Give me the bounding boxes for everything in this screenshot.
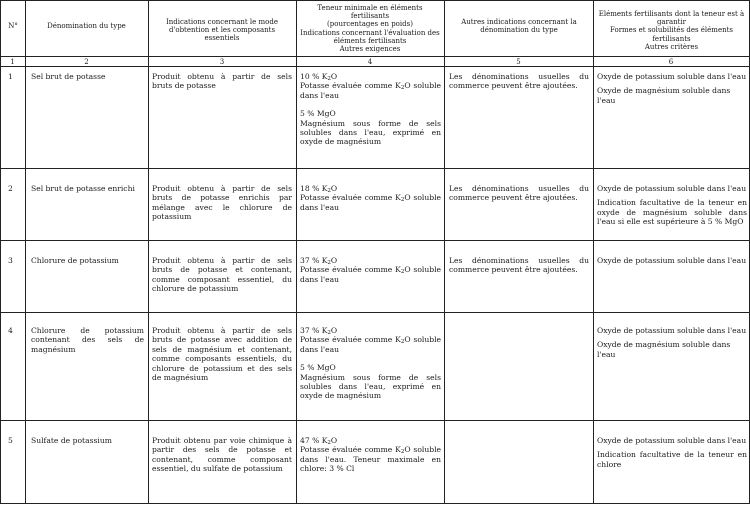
header-elements xyxy=(596,10,747,51)
header-elements-line: Formes et solubilités des éléments fertilisants xyxy=(610,26,733,43)
column-divider xyxy=(444,0,445,504)
row-divider xyxy=(0,503,750,504)
obtention-text: Produit obtenu par voie chimique à partir des sels de potasse et contenant, comme composant essentiel, du sulfate de potassium xyxy=(152,436,292,474)
type-name: Sulfate de potassium xyxy=(31,436,112,445)
type-name: Chlorure de potassium xyxy=(31,256,119,265)
teneur-value: 10 % $K_2O$ xyxy=(300,72,338,82)
table-border xyxy=(0,0,1,504)
teneur-note: Potasse évaluée comme $K_2O$ soluble dans l'eau xyxy=(300,265,441,284)
row-divider xyxy=(0,0,750,1)
column-number: 4 xyxy=(367,58,373,66)
teneur-cell xyxy=(300,326,441,401)
teneur-note: Potasse évaluée comme $K_2O$ soluble dans l'eau. Teneur maximale en chlore: 3 % Cl xyxy=(300,445,441,474)
teneur-value: 37 % $K_2O$ xyxy=(300,326,338,336)
elements-cell xyxy=(597,72,747,105)
header-teneur-line: Indications concernant l'évaluation des xyxy=(300,28,440,37)
teneur-cell xyxy=(300,72,441,147)
teneur-note: Magnésium sous forme de sels solubles dans l'eau, exprimé en oxyde de magnésium xyxy=(300,372,441,401)
autres-text: Les dénominations usuelles du commerce peuvent être ajoutées. xyxy=(449,256,589,275)
element-item: Oxyde de potassium soluble dans l'eau xyxy=(597,436,747,445)
element-item: Indication facultative de la teneur en oxyde de magnésium soluble dans l'eau si elle est supérieure à 5 % MgO xyxy=(597,198,747,227)
header-teneur-line: Autres exigences xyxy=(339,45,401,54)
header-elements-line: Autres critères xyxy=(644,42,699,51)
teneur-note: Potasse évaluée comme $K_2O$ soluble dans l'eau xyxy=(300,335,441,354)
element-item: Oxyde de potassium soluble dans l'eau xyxy=(597,72,747,81)
obtention-text: Produit obtenu à partir de sels bruts de potasse avec addition de sels de magnésium et contenant, comme composants essentiels, du chlorure de potassium et des sels de magnésium xyxy=(152,326,292,383)
header-teneur-line: éléments fertilisants xyxy=(333,36,407,45)
element-item: Oxyde de potassium soluble dans l'eau xyxy=(597,184,747,193)
column-divider xyxy=(296,0,297,504)
column-divider xyxy=(25,0,26,504)
element-item: Indication facultative de la teneur en chlore xyxy=(597,450,747,469)
row-number: 5 xyxy=(8,436,13,445)
row-divider xyxy=(0,168,750,169)
elements-cell xyxy=(597,326,747,359)
obtention-text: Produit obtenu à partir de sels bruts de potasse enrichis par mélange avec le chlorure de potassium xyxy=(152,184,292,222)
teneur-note: Magnésium sous forme de sels solubles dans l'eau, exprimé en oxyde de magnésium xyxy=(300,118,441,147)
teneur-note: Potasse évaluée comme $K_2O$ soluble dans l'eau xyxy=(300,81,441,100)
obtention-text: Produit obtenu à partir de sels bruts de potasse et contenant, comme composant essentiel, du chlorure de potassium xyxy=(152,256,292,294)
header-elements-line: Éléments fertilisants dont la teneur est à garantir xyxy=(598,10,745,27)
teneur-value: 5 % MgO xyxy=(300,363,336,373)
element-item: Oxyde de potassium soluble dans l'eau xyxy=(597,326,747,335)
autres-text: Les dénominations usuelles du commerce peuvent être ajoutées. xyxy=(449,184,589,203)
teneur-cell xyxy=(300,184,441,212)
header-number: N° xyxy=(8,22,18,30)
column-number: 3 xyxy=(219,58,225,66)
column-number: 5 xyxy=(516,58,521,66)
teneur-value: 18 % $K_2O$ xyxy=(300,184,338,194)
row-number: 4 xyxy=(8,326,13,335)
obtention-text: Produit obtenu à partir de sels bruts de potasse xyxy=(152,72,292,91)
column-divider xyxy=(593,0,594,504)
elements-cell xyxy=(597,256,747,265)
teneur-cell xyxy=(300,256,441,284)
autres-text: Les dénominations usuelles du commerce peuvent être ajoutées. xyxy=(449,72,589,91)
row-number: 1 xyxy=(8,72,13,81)
row-divider xyxy=(0,312,750,313)
row-divider xyxy=(0,240,750,241)
header-teneur xyxy=(298,4,442,53)
teneur-value: 37 % $K_2O$ xyxy=(300,256,338,266)
teneur-cell xyxy=(300,436,441,474)
type-name: Chlorure de potassium contenant des sels de magnésium xyxy=(31,326,144,354)
column-number: 6 xyxy=(668,58,674,66)
teneur-value: 47 % $K_2O$ xyxy=(300,436,338,446)
column-number: 2 xyxy=(84,58,89,66)
column-number: 1 xyxy=(10,58,15,66)
header-teneur-line: (pourcentages en poids) xyxy=(327,20,413,29)
header-autres: Autres indications concernant la dénomination du type xyxy=(461,18,577,35)
teneur-value: 5 % MgO xyxy=(300,109,336,119)
header-type-name: Dénomination du type xyxy=(47,22,126,30)
row-number: 2 xyxy=(8,184,13,193)
header-teneur-line: Teneur minimale en éléments fertilisants xyxy=(317,4,423,21)
row-number: 3 xyxy=(8,256,13,265)
element-item: Oxyde de potassium soluble dans l'eau xyxy=(597,256,747,265)
type-name: Sel brut de potasse enrichi xyxy=(31,184,135,193)
column-divider xyxy=(148,0,149,504)
row-divider xyxy=(0,420,750,421)
elements-cell xyxy=(597,436,747,469)
row-divider xyxy=(0,56,750,57)
header-obtention: Indications concernant le mode d'obtention et les composants essentiels xyxy=(165,18,279,43)
element-item: Oxyde de magnésium soluble dans l'eau xyxy=(597,86,731,105)
teneur-note: Potasse évaluée comme $K_2O$ soluble dans l'eau xyxy=(300,193,441,212)
type-name: Sel brut de potasse xyxy=(31,72,106,81)
element-item: Oxyde de magnésium soluble dans l'eau xyxy=(597,340,731,359)
elements-cell xyxy=(597,184,747,227)
